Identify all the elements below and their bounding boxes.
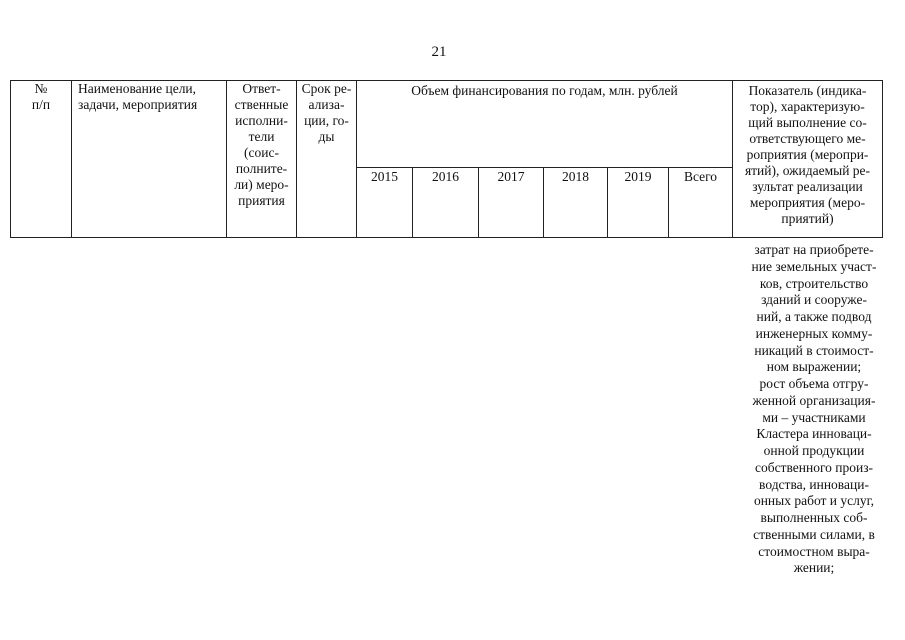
header-year-2019: 2019 bbox=[608, 168, 669, 238]
text-line: выполненных соб- bbox=[760, 510, 868, 525]
text-line: рост объема отгру- bbox=[759, 376, 869, 391]
text-line: жении; bbox=[793, 560, 835, 576]
text-line: никаций в стоимост- bbox=[754, 342, 874, 358]
text-line: онных работ и услуг, bbox=[753, 493, 875, 509]
text-line: затрат на приобрете- bbox=[754, 242, 874, 257]
program-table-header bbox=[10, 80, 883, 238]
text-line: онной продукции bbox=[763, 443, 865, 458]
text-line: водства, инноваци- bbox=[759, 476, 869, 492]
header-name: Наименование цели, задачи, мероприятия bbox=[72, 81, 227, 238]
page-number: 21 bbox=[431, 44, 447, 60]
text-line: ков, строительство bbox=[759, 275, 869, 291]
header-indicator: Показатель (индика- тор), характеризую- щий выполнение со- ответствующего ме- роприятия (меропри- ятий), ожидаемый ре- зультат реализации мероприятия (меро- приятий) bbox=[733, 81, 883, 238]
text-line: ние земельных участ- bbox=[751, 258, 877, 274]
text-line: ственными силами, в bbox=[753, 526, 875, 542]
header-num: № п/п bbox=[11, 81, 72, 238]
text-line: женной организация- bbox=[752, 392, 876, 408]
text-line: ми – участниками bbox=[762, 409, 866, 425]
header-year-2017: 2017 bbox=[479, 168, 544, 238]
header-term: Срок ре- ализа- ции, го- ды bbox=[297, 81, 357, 238]
header-responsible: Ответ- ственные исполни- тели (соис- полните- ли) меро- приятия bbox=[227, 81, 297, 238]
text-line: Кластера инноваци- bbox=[756, 426, 872, 442]
header-year-2016: 2016 bbox=[413, 168, 479, 238]
header-year-total: Всего bbox=[669, 168, 733, 238]
text-line: ний, а также подвод bbox=[756, 309, 872, 324]
header-year-2015: 2015 bbox=[357, 168, 413, 238]
header-year-2018: 2018 bbox=[544, 168, 608, 238]
text-line: зданий и сооруже- bbox=[761, 292, 867, 308]
text-line: ном выражении; bbox=[766, 359, 862, 375]
header-financing: Объем финансирования по годам, млн. рублей bbox=[357, 81, 733, 168]
text-line: собственного произ- bbox=[754, 459, 874, 475]
indicator-continued-text bbox=[739, 242, 889, 577]
text-line: стоимостном выра- bbox=[758, 543, 870, 559]
text-line: инженерных комму- bbox=[755, 325, 873, 341]
